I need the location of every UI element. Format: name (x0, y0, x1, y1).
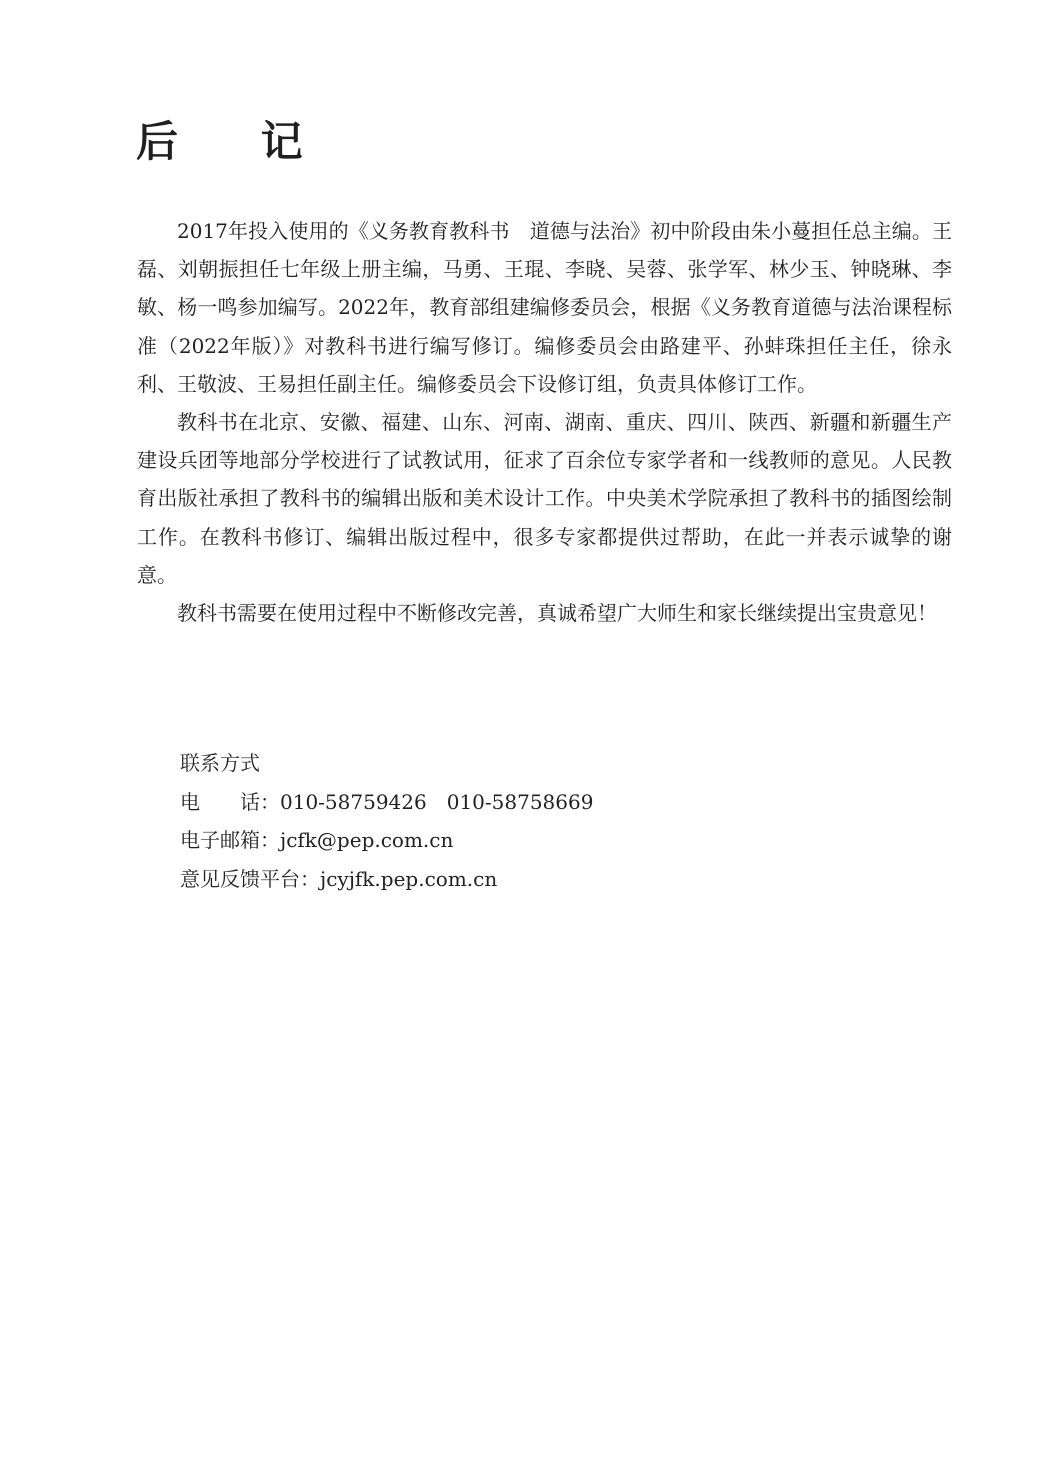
email-value: jcfk@pep.com.cn (280, 828, 454, 852)
contact-block (180, 744, 593, 898)
paragraph-2: 教科书在北京、安徽、福建、山东、河南、湖南、重庆、四川、陕西、新疆和新疆生产建设兵团等地部分学校进行了试教试用，征求了百余位专家学者和一线教师的意见。人民教育出版社承担了教科书的编辑出版和美术设计工作。中央美术学院承担了教科书的插图绘制工作。在教科书修订、编辑出版过程中，很多专家都提供过帮助，在此一并表示诚挚的谢意。 (137, 410, 952, 587)
email-row (180, 821, 593, 860)
phone-row (180, 783, 593, 822)
page-title: 后 记 (136, 117, 337, 166)
feedback-label: 意见反馈平台： (180, 866, 320, 891)
feedback-value: jcyjfk.pep.com.cn (320, 866, 498, 891)
body-text (137, 212, 952, 632)
feedback-row (180, 860, 593, 899)
paragraph-3: 教科书需要在使用过程中不断修改完善，真诚希望广大师生和家长继续提出宝贵意见！ (177, 601, 937, 626)
email-label: 电子邮箱： (180, 828, 280, 852)
paragraph-1: 2017年投入使用的《义务教育教科书 道德与法治》初中阶段由朱小蔓担任总主编。王磊、刘朝振担任七年级上册主编，马勇、王琨、李晓、吴蓉、张学军、林少玉、钟晓琳、李敏、杨一鸣参加编写。2022年，教育部组建编修委员会，根据《义务教育道德与法治课程标准（2022年版）》对教科书进行编写修订。编修委员会由路建平、孙蚌珠担任主任，徐永利、王敬波、王易担任副主任。编修委员会下设修订组，负责具体修订工作。 (137, 219, 952, 396)
contact-heading: 联系方式 (180, 751, 260, 775)
phone-label: 电 话： (180, 789, 280, 814)
phone-value: 010-58759426 010-58758669 (280, 789, 594, 814)
